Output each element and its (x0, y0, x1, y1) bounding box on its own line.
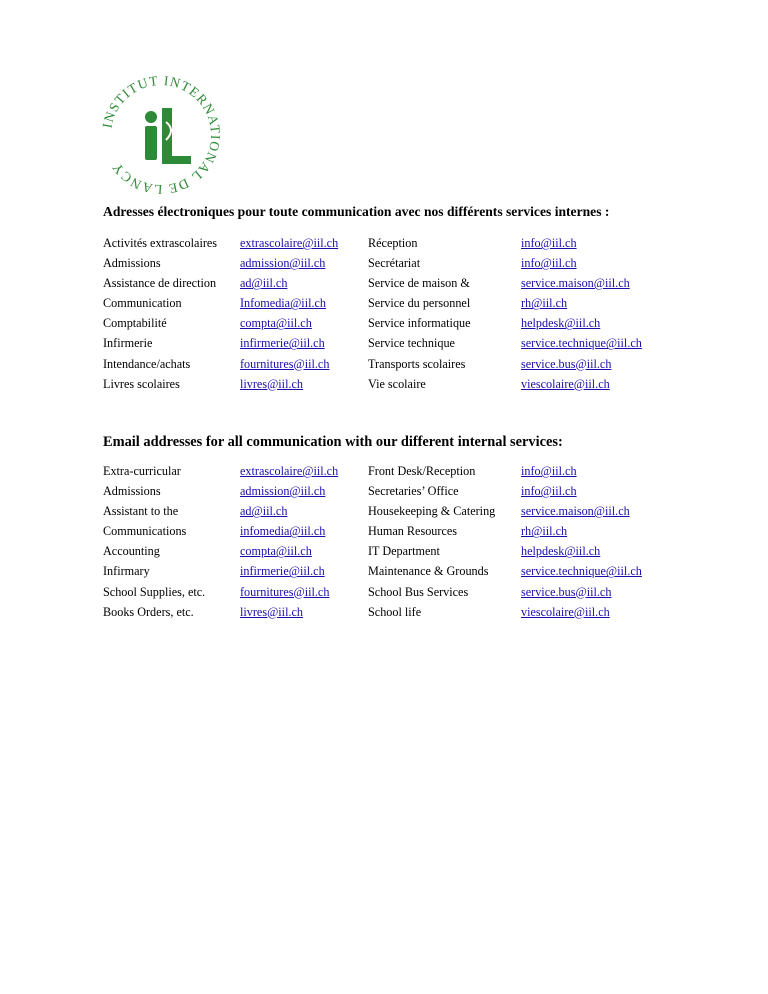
label-cell: Secrétariat (368, 256, 421, 271)
label-cell: School Bus Services (368, 584, 469, 599)
email-cell (521, 313, 600, 333)
english-email-table (103, 461, 723, 622)
label-cell: Secretaries’ Office (368, 484, 459, 499)
email-cell (240, 253, 325, 273)
email-cell (240, 582, 329, 602)
email-link[interactable]: Infomedia@iil.ch (240, 296, 327, 311)
email-link[interactable]: service.technique@iil.ch (521, 336, 642, 351)
label-cell: School life (368, 604, 422, 619)
table-row (103, 541, 723, 561)
table-row (103, 313, 723, 333)
email-cell (240, 374, 303, 394)
french-heading: Adresses électroniques pour toute communication avec nos différents services internes : (103, 204, 610, 219)
email-link[interactable]: helpdesk@iil.ch (521, 544, 601, 559)
label-cell: Maintenance & Grounds (368, 564, 489, 579)
email-cell (240, 501, 287, 521)
email-cell (521, 293, 567, 313)
email-link[interactable]: info@iil.ch (521, 464, 577, 478)
table-row (103, 293, 723, 313)
label-cell: Assistant to the (103, 504, 179, 519)
label-cell: IT Department (368, 544, 440, 559)
table-row (103, 481, 723, 501)
table-row (103, 273, 723, 293)
label-cell: Admissions (103, 256, 161, 271)
email-link[interactable]: infomedia@iil.ch (240, 524, 326, 539)
label-cell: Front Desk/Reception (368, 464, 476, 478)
label-cell: Activités extrascolaires (103, 236, 218, 250)
label-cell: Housekeeping & Catering (368, 504, 496, 519)
svg-text:INSTITUT INTERNATIONAL DE LANC (100, 73, 224, 197)
table-row (103, 602, 723, 622)
label-cell: Comptabilité (103, 316, 167, 331)
email-link[interactable]: viescolaire@iil.ch (521, 376, 610, 391)
email-cell (521, 233, 577, 253)
logo-ring-text: INSTITUT INTERNATIONAL DE LANCY (99, 72, 224, 198)
email-link[interactable]: livres@iil.ch (240, 604, 304, 619)
email-link[interactable]: admission@iil.ch (240, 256, 326, 271)
email-cell (240, 273, 287, 293)
email-link[interactable]: ad@iil.ch (240, 276, 288, 291)
label-cell: Extra-curricular (103, 464, 181, 478)
email-cell (521, 354, 611, 374)
email-cell (240, 293, 326, 313)
email-link[interactable]: info@iil.ch (521, 236, 577, 250)
label-cell: Service de maison & (368, 276, 470, 291)
email-link[interactable]: rh@iil.ch (521, 296, 568, 311)
label-cell: Service informatique (368, 316, 471, 331)
label-cell: Intendance/achats (103, 356, 191, 371)
english-heading: Email addresses for all communication with our different internal services: (103, 434, 563, 450)
label-cell: Réception (368, 236, 418, 250)
email-cell (521, 602, 610, 622)
email-link[interactable]: compta@iil.ch (240, 544, 312, 559)
label-cell: Vie scolaire (368, 376, 426, 391)
table-row (103, 253, 723, 273)
label-cell: Books Orders, etc. (103, 604, 194, 619)
email-link[interactable]: admission@iil.ch (240, 484, 326, 499)
email-cell (240, 561, 325, 581)
email-cell (521, 501, 630, 521)
label-cell: School Supplies, etc. (103, 584, 206, 599)
email-link[interactable]: extrascolaire@iil.ch (240, 236, 339, 250)
email-cell (240, 481, 325, 501)
email-link[interactable]: ad@iil.ch (240, 504, 288, 519)
email-link[interactable]: fournitures@iil.ch (240, 356, 330, 371)
table-row (103, 501, 723, 521)
email-cell (521, 461, 577, 481)
table-row (103, 561, 723, 581)
label-cell: Human Resources (368, 524, 458, 539)
email-link[interactable]: infirmerie@iil.ch (240, 564, 325, 579)
table-row (103, 521, 723, 541)
table-row (103, 374, 723, 394)
email-cell (240, 521, 325, 541)
email-cell (240, 233, 338, 253)
label-cell: Service du personnel (368, 296, 471, 311)
email-cell (521, 541, 600, 561)
table-row (103, 333, 723, 353)
email-link[interactable]: service.maison@iil.ch (521, 504, 630, 519)
email-link[interactable]: rh@iil.ch (521, 524, 568, 539)
email-link[interactable]: service.maison@iil.ch (521, 276, 630, 291)
label-cell: Admissions (103, 484, 161, 499)
label-cell: Transports scolaires (368, 356, 466, 371)
label-cell: Communication (103, 296, 182, 311)
email-link[interactable]: helpdesk@iil.ch (521, 316, 601, 331)
table-row (103, 582, 723, 602)
email-cell (521, 374, 610, 394)
email-cell (521, 273, 630, 293)
label-cell: Communications (103, 524, 187, 539)
email-cell (240, 541, 312, 561)
email-link[interactable]: service.technique@iil.ch (521, 564, 642, 579)
table-row (103, 354, 723, 374)
iil-logo (96, 70, 226, 200)
email-cell (240, 461, 338, 481)
email-cell (240, 333, 325, 353)
label-cell: Infirmary (103, 564, 150, 579)
email-cell (521, 333, 642, 353)
email-link[interactable]: fournitures@iil.ch (240, 584, 330, 599)
email-link[interactable]: extrascolaire@iil.ch (240, 464, 339, 478)
email-link[interactable]: compta@iil.ch (240, 316, 312, 331)
email-link[interactable]: viescolaire@iil.ch (521, 604, 610, 619)
label-cell: Accounting (103, 544, 160, 559)
label-cell: Service technique (368, 336, 455, 351)
label-cell: Assistance de direction (103, 276, 217, 291)
email-cell (521, 481, 577, 501)
email-link[interactable]: info@iil.ch (521, 256, 577, 271)
email-link[interactable]: service.bus@iil.ch (521, 356, 612, 371)
table-row (103, 461, 723, 481)
email-cell (521, 521, 567, 541)
table-row (103, 233, 723, 253)
email-cell (240, 354, 329, 374)
email-cell (521, 253, 577, 273)
email-link[interactable]: service.bus@iil.ch (521, 584, 612, 599)
label-cell: Infirmerie (103, 336, 153, 351)
email-cell (240, 602, 303, 622)
email-link[interactable]: info@iil.ch (521, 484, 577, 499)
email-link[interactable]: livres@iil.ch (240, 376, 304, 391)
label-cell: Livres scolaires (103, 376, 180, 391)
email-cell (521, 561, 642, 581)
email-cell (240, 313, 312, 333)
email-link[interactable]: infirmerie@iil.ch (240, 336, 325, 351)
email-cell (521, 582, 611, 602)
french-email-table (103, 233, 723, 394)
